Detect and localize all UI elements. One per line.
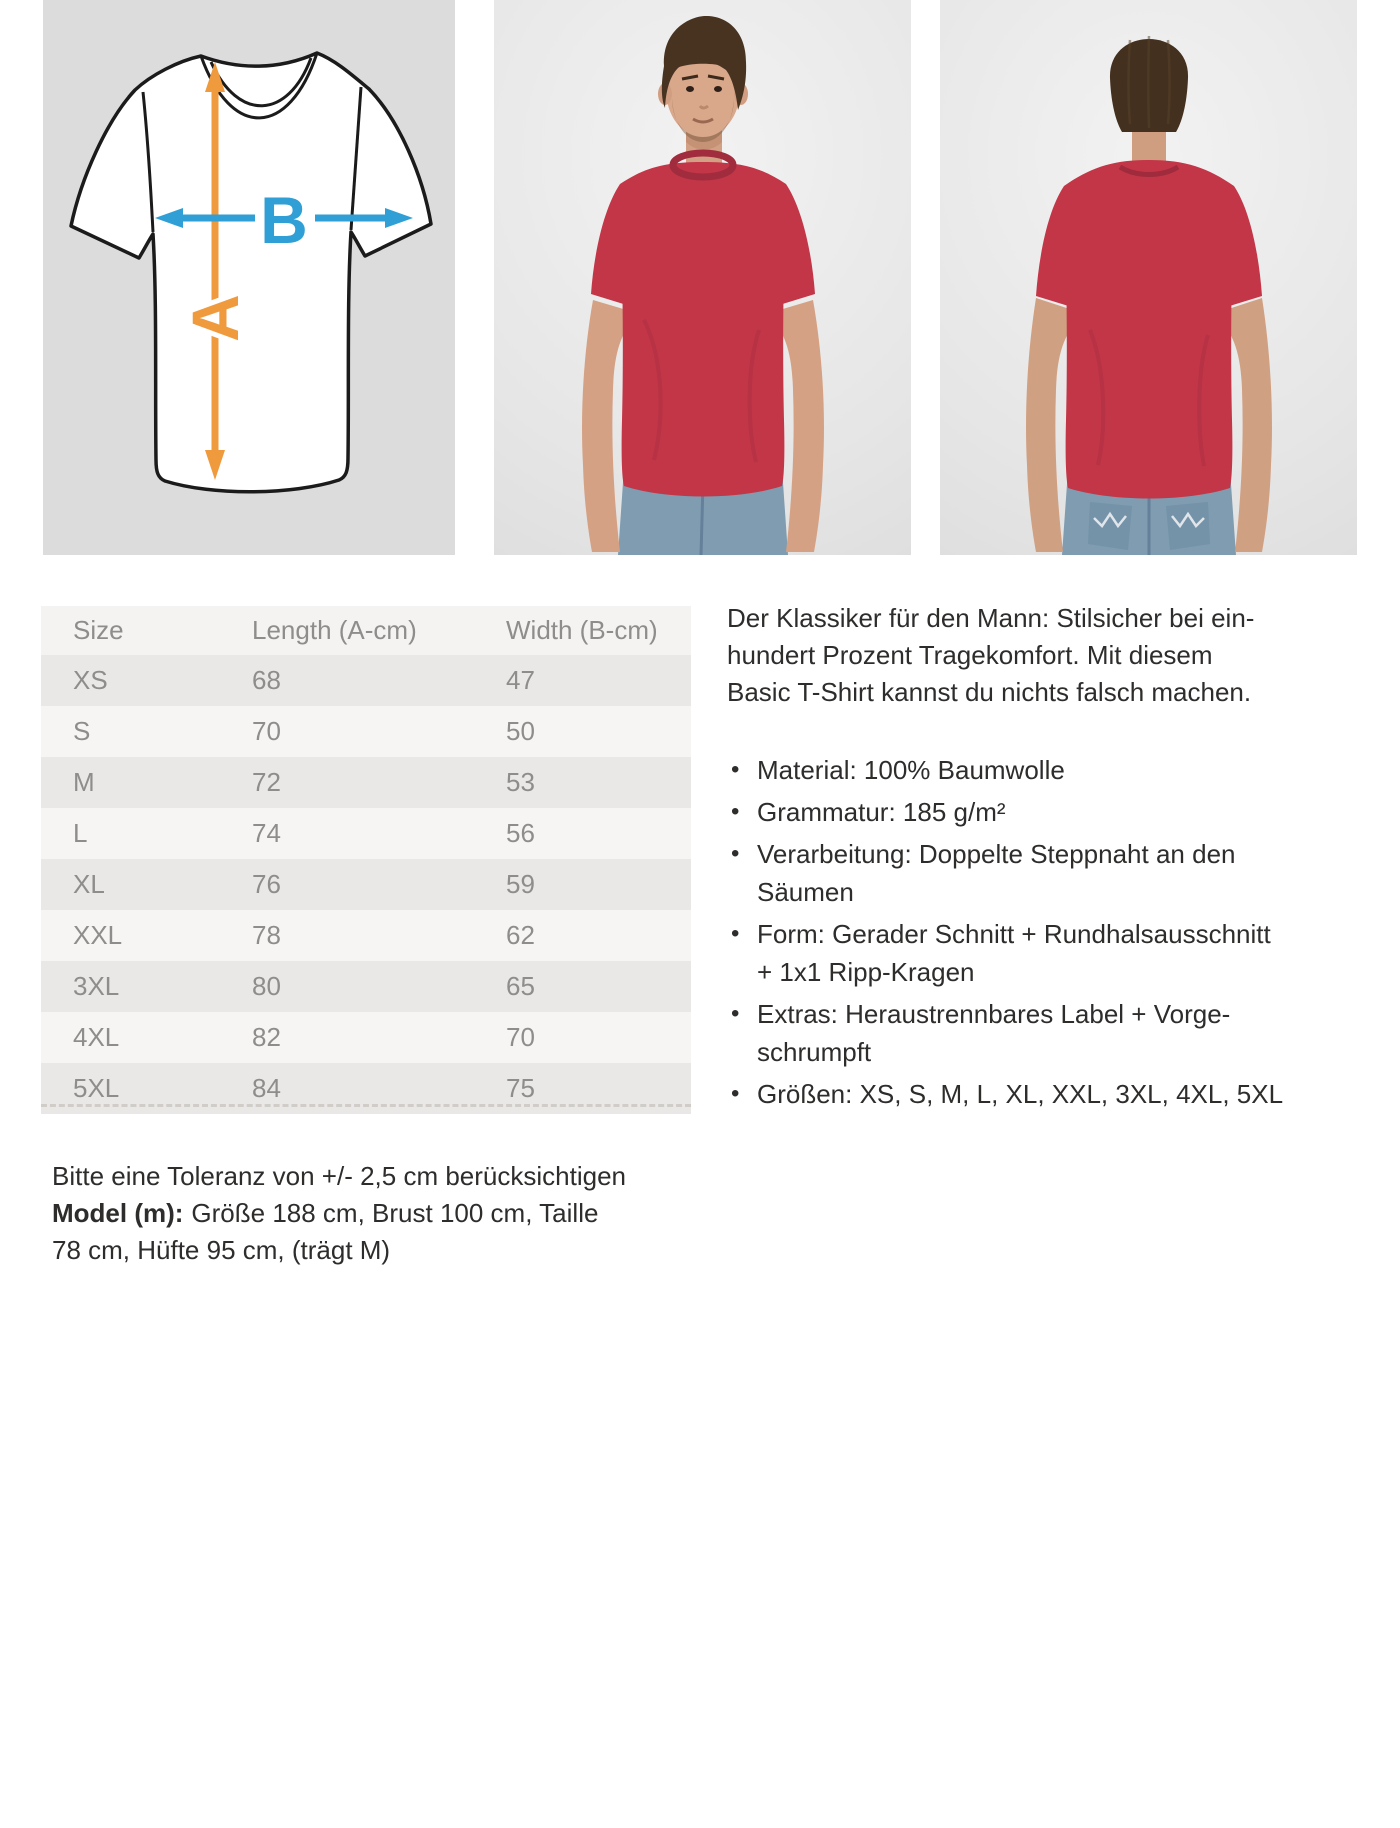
column-header-size: Size [41, 606, 251, 655]
tshirt-outline [71, 53, 431, 492]
spec-item-material [727, 751, 1397, 789]
size-diagram-image[interactable] [43, 0, 455, 555]
size-cell: XXL [73, 920, 123, 950]
model-front-illustration [494, 0, 911, 555]
width-cell: 47 [506, 665, 535, 695]
spec-list [727, 751, 1397, 1113]
tshirt-measurement-illustration [43, 0, 455, 555]
size-cell: 5XL [73, 1073, 120, 1103]
spec-line: • Material: 100% Baumwolle [757, 755, 1065, 785]
table-bottom-artifact [41, 1104, 691, 1107]
size-cell: M [73, 767, 95, 797]
length-cell: 82 [252, 1022, 281, 1052]
table-row [41, 910, 691, 961]
model-front-photo[interactable] [494, 0, 911, 555]
length-cell: 72 [252, 767, 281, 797]
description-intro [727, 600, 1397, 711]
spec-line: • Verarbeitung: Doppelte Steppnaht an den [757, 839, 1236, 869]
model-info-line-1 [52, 1195, 672, 1232]
spec-line: • Form: Gerader Schnitt + Rundhalsausschnitt [757, 919, 1271, 949]
intro-line: Basic T-Shirt kannst du nichts falsch machen. [727, 677, 1252, 707]
width-cell: 65 [506, 971, 535, 1001]
length-cell: 70 [252, 716, 281, 746]
left-eye [686, 86, 694, 92]
spec-item-verarbeitung [727, 835, 1397, 911]
tshirt-back [1036, 160, 1262, 499]
intro-line: Der Klassiker für den Mann: Stilsicher bei ein- [727, 603, 1255, 633]
length-cell: 68 [252, 665, 281, 695]
spec-line: • Größen: XS, S, M, L, XL, XXL, 3XL, 4XL, 5XL [757, 1079, 1284, 1109]
length-cell: 80 [252, 971, 281, 1001]
width-cell: 56 [506, 818, 535, 848]
product-description-section [727, 600, 1397, 1117]
table-row [41, 655, 691, 706]
spec-item-groessen [727, 1075, 1397, 1113]
column-header-length: Length (A-cm) [251, 606, 505, 655]
width-cell: 50 [506, 716, 535, 746]
width-cell: 59 [506, 869, 535, 899]
width-cell: 53 [506, 767, 535, 797]
tshirt-front [591, 153, 815, 497]
table-row [41, 1012, 691, 1063]
length-cell: 76 [252, 869, 281, 899]
spec-line: Säumen [757, 877, 854, 907]
size-cell: 3XL [73, 971, 120, 1001]
spec-line: • Grammatur: 185 g/m² [757, 797, 1006, 827]
model-info-text: Größe 188 cm, Brust 100 cm, Taille [191, 1198, 599, 1228]
size-cell: 4XL [73, 1022, 120, 1052]
table-row [41, 961, 691, 1012]
notes-section [52, 1158, 672, 1269]
column-header-width: Width (B-cm) [505, 606, 691, 655]
model-label: Model (m): [52, 1198, 184, 1228]
size-table [41, 606, 691, 1114]
size-table-section [41, 606, 691, 1114]
model-back-illustration [940, 0, 1357, 555]
spec-line: schrumpft [757, 1037, 872, 1067]
measure-label-a: A [178, 294, 252, 342]
spec-item-extras [727, 995, 1397, 1071]
tolerance-note: Bitte eine Toleranz von +/- 2,5 cm berücksichtigen [52, 1161, 626, 1191]
length-cell: 84 [252, 1073, 281, 1103]
width-cell: 62 [506, 920, 535, 950]
spec-line: • Extras: Heraustrennbares Label + Vorge- [757, 999, 1231, 1029]
table-row [41, 859, 691, 910]
table-row [41, 706, 691, 757]
length-cell: 74 [252, 818, 281, 848]
model-info-line-2: 78 cm, Hüfte 95 cm, (trägt M) [52, 1235, 391, 1265]
measure-label-b: B [260, 183, 308, 257]
intro-line: hundert Prozent Tragekomfort. Mit diesem [727, 640, 1213, 670]
width-cell: 70 [506, 1022, 535, 1052]
length-cell: 78 [252, 920, 281, 950]
spec-item-form [727, 915, 1397, 991]
right-eye [714, 86, 722, 92]
width-cell: 75 [506, 1073, 535, 1103]
spec-line: + 1x1 Ripp-Kragen [757, 957, 975, 987]
table-row [41, 808, 691, 859]
size-cell: S [73, 716, 91, 746]
size-cell: XS [73, 665, 108, 695]
spec-item-grammatur [727, 793, 1397, 831]
model-back-photo[interactable] [940, 0, 1357, 555]
size-cell: L [73, 818, 88, 848]
table-row [41, 757, 691, 808]
size-cell: XL [73, 869, 105, 899]
size-table-header-row [41, 606, 691, 655]
